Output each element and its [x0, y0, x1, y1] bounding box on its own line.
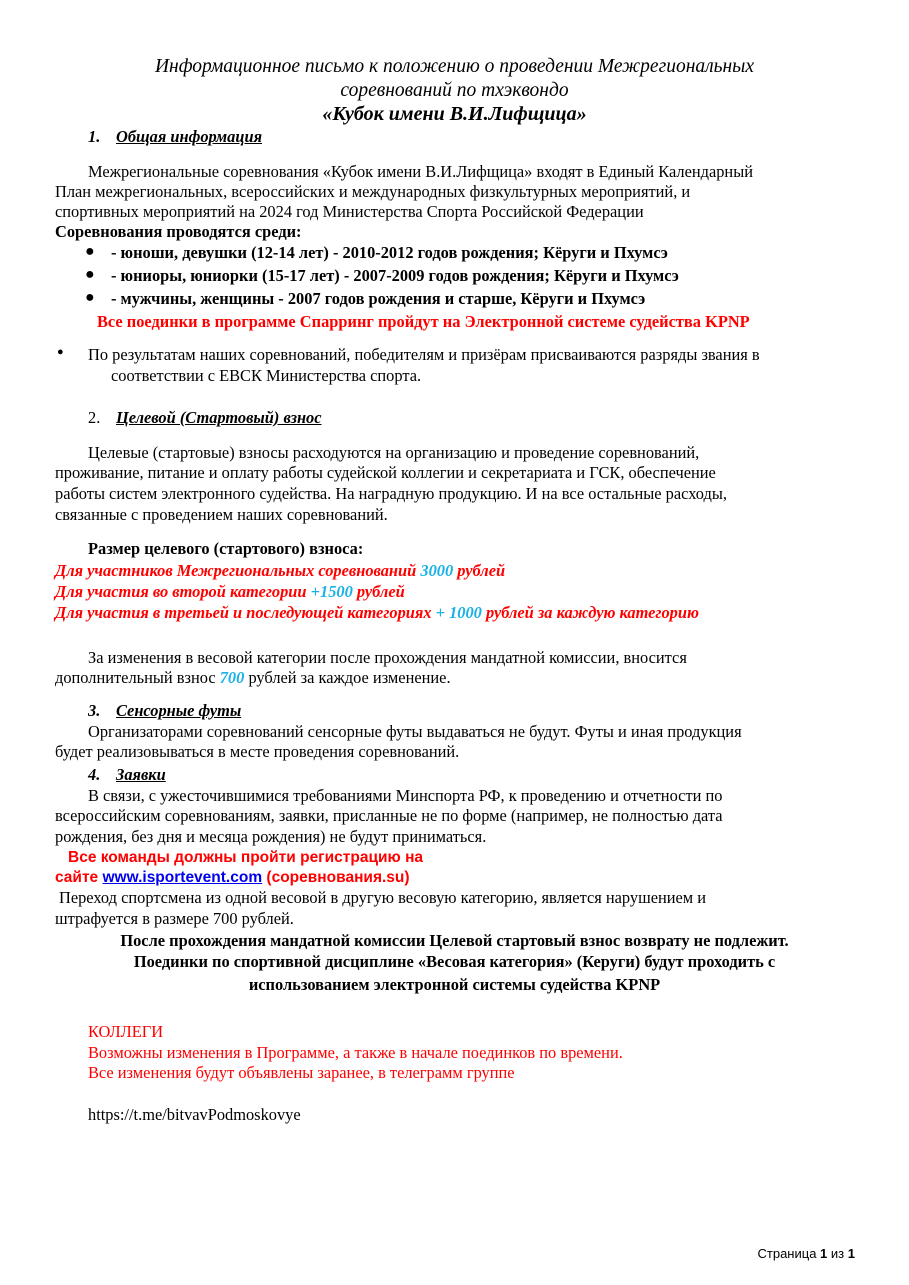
registration-link[interactable]: www.isportevent.com: [102, 869, 263, 886]
bold-note-2: Поединки по спортивной дисциплине «Весовая категория» (Керуги) будут проходить с: [133, 952, 776, 971]
section-4-line-1: В связи, с ужесточившимися требованиями Минспорта РФ, к проведению и отчетности по: [88, 786, 723, 805]
bullet-icon: ●: [85, 266, 95, 283]
section-3-number: 3.: [88, 701, 101, 720]
colleagues-line-1: Возможны изменения в Программе, а также в начале поединков по времени.: [88, 1043, 623, 1062]
title-line-1: Информационное письмо к положению о проведении Межрегиональных: [154, 56, 755, 77]
bullet-icon: ●: [85, 289, 95, 306]
bold-note-3: использованием электронной системы судейства KPNP: [248, 975, 661, 994]
section-1-intro-2: План межрегиональных, всероссийских и международных физкультурных мероприятий, и: [55, 182, 691, 201]
colleagues-line-2: Все изменения будут объявлены заранее, в телеграмм группе: [88, 1063, 515, 1082]
fee-label: Размер целевого (стартового) взноса:: [88, 539, 364, 558]
bold-note-1: После прохождения мандатной комиссии Целевой стартовый взнос возврату не подлежит.: [120, 931, 789, 950]
bullet-icon: ●: [85, 243, 95, 260]
section-2-intro-2: проживание, питание и оплату работы судейской коллегии и секретариата и ГСК, обеспечение: [55, 463, 716, 482]
section-1-title: Общая информация: [116, 127, 263, 146]
section-1-number: 1.: [88, 127, 101, 146]
fee-line-3: Для участия в третьей и последующей категориях + 1000 рублей за каждую категорию: [55, 603, 699, 622]
section-3-heading: [88, 701, 241, 721]
fee-amount: +1500: [310, 582, 353, 601]
colleagues-heading: КОЛЛЕГИ: [88, 1022, 164, 1041]
fee-line-2: Для участия во второй категории +1500 рублей: [55, 582, 405, 601]
fee-amount: 3000: [420, 561, 454, 580]
section-1-intro-3: спортивных мероприятий на 2024 год Министерства Спорта Российской Федерации: [55, 202, 644, 221]
group-item-2: - юниоры, юниорки (15-17 лет) - 2007-2009 годов рождения; Кёруги и Пхумсэ: [111, 266, 679, 285]
among-label: Соревнования проводятся среди:: [55, 222, 302, 241]
section-2-intro-3: работы систем электронного судейства. На наградную продукцию. И на все остальные расходы,: [55, 484, 727, 503]
bullet-icon: ●: [57, 346, 64, 358]
page-counter: Страница 1 из 1: [757, 1246, 855, 1261]
registration-line-2: сайте www.isportevent.com (соревнования.su): [55, 869, 410, 886]
ranks-line-1: По результатам наших соревнований, победителям и призёрам присваиваются разряды звания в: [88, 345, 760, 364]
section-1-heading: [88, 127, 262, 147]
telegram-url[interactable]: https://t.me/bitvavPodmoskovye: [88, 1105, 301, 1124]
section-4-title: Заявки: [116, 765, 166, 784]
section-4-line-3: рождения, без дня и месяца рождения) не будут приниматься.: [55, 827, 487, 846]
section-4-line-2: всероссийским соревнованиям, заявки, присланные не по форме (например, не полностью дата: [55, 806, 723, 825]
section-1-intro-1: Межрегиональные соревнования «Кубок имени В.И.Лифщица» входят в Единый Календарный: [88, 162, 753, 181]
fee-line-1: Для участников Межрегиональных соревнований 3000 рублей: [55, 561, 506, 580]
fee-amount: + 1000: [435, 603, 482, 622]
section-2-heading: [88, 408, 322, 428]
change-line-2: дополнительный взнос 700 рублей за каждое изменение.: [55, 668, 451, 687]
section-3-line-1: Организаторами соревнований сенсорные футы выдаваться не будут. Футы и иная продукция: [88, 722, 742, 741]
penalty-line-2: штрафуется в размере 700 рублей.: [55, 909, 294, 928]
section-4-number: 4.: [88, 765, 101, 784]
section-3-title: Сенсорные футы: [116, 701, 242, 720]
group-item-1: - юноши, девушки (12-14 лет) - 2010-2012 годов рождения; Кёруги и Пхумсэ: [111, 243, 668, 262]
title-line-2: соревнований по тхэквондо: [340, 80, 569, 101]
group-item-3: - мужчины, женщины - 2007 годов рождения и старше, Кёруги и Пхумсэ: [111, 289, 646, 308]
section-2-intro-1: Целевые (стартовые) взносы расходуются на организацию и проведение соревнований,: [88, 443, 700, 462]
title-line-3: «Кубок имени В.И.Лифщица»: [322, 103, 587, 125]
change-line-1: За изменения в весовой категории после прохождения мандатной комиссии, вносится: [88, 648, 687, 667]
penalty-line-1: Переход спортсмена из одной весовой в другую весовую категорию, является нарушением и: [59, 888, 707, 907]
section-2-title: Целевой (Стартовый) взнос: [116, 408, 322, 427]
ranks-line-2: соответствии с ЕВСК Министерства спорта.: [111, 366, 422, 385]
section-3-line-2: будет реализовываться в месте проведения соревнований.: [55, 742, 460, 761]
registration-line-1: Все команды должны пройти регистрацию на: [68, 849, 424, 866]
kpnp-notice: Все поединки в программе Спарринг пройдут на Электронной системе судейства KPNP: [97, 312, 750, 331]
section-2-number: 2.: [88, 408, 101, 427]
section-2-intro-4: связанные с проведением наших соревнований.: [55, 505, 388, 524]
section-4-heading: [88, 765, 166, 785]
change-amount: 700: [219, 668, 245, 687]
